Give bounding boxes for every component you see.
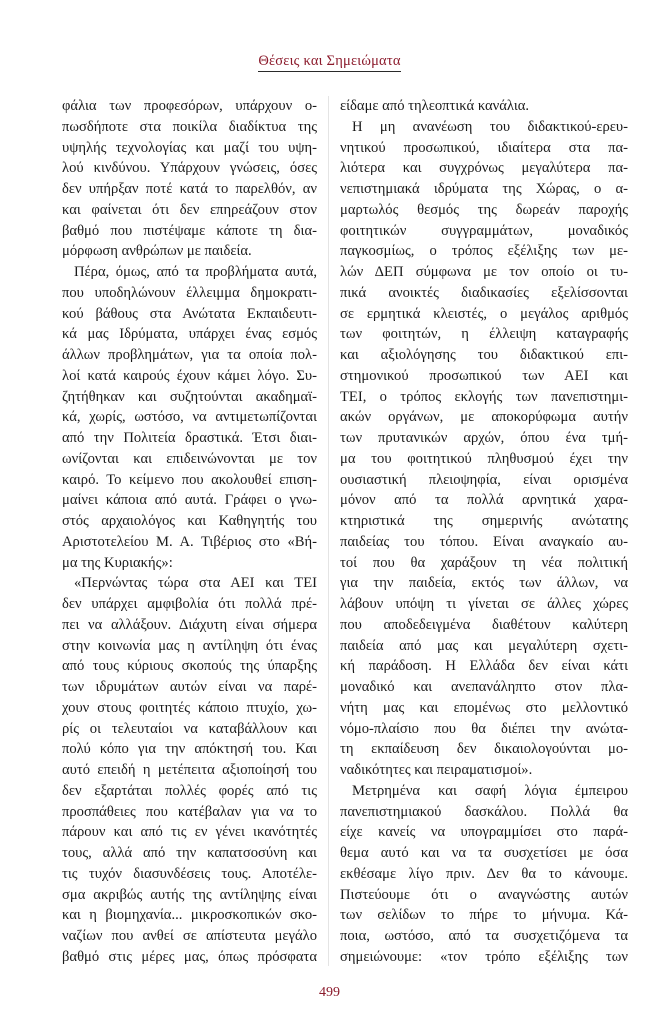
text-line: των φοιτητών, η έλλειψη καταγραφής <box>340 326 628 343</box>
text-line: Η μη ανανέωση του διδακτικού-ερευ- <box>352 118 628 135</box>
text-line: ακών οργάνων, με αποκορύφωμα αυτήν <box>340 409 628 426</box>
text-line: μαρτωλός θεσμός της δωρεάν παροχής <box>340 201 628 218</box>
text-line: ουσιαστική πλειοψηφία, είναι ορισμένα <box>340 471 628 488</box>
text-line: κή παράδοση. Η Ελλάδα δεν είναι κάτι <box>340 658 628 675</box>
text-line: μαίνει κάποια από αυτά. Γράφει ο γνω- <box>62 492 317 509</box>
text-line: Αριστοτελείου Μ. Α. Τιβέριος στο «Βή- <box>62 533 317 550</box>
left-text-column <box>62 96 317 968</box>
text-line: κά, χωρίς, ωστόσο, να αντιμετωπίζονται <box>62 409 317 426</box>
text-line: νήτη μας και επομένως στο μελλοντικό <box>340 699 628 716</box>
text-line: και αξιολόγησης του διδακτικού επι- <box>340 347 628 363</box>
text-line: παγκοσμίως, ο τρόπος εξέλιξης των με- <box>340 243 628 260</box>
column-divider <box>328 96 329 966</box>
text-line: ρίς οι τελευταίοι να καταβάλλουν και <box>62 720 317 737</box>
text-line: τις τυχόν διασυνδέσεις τους. Αποτέλε- <box>62 865 317 882</box>
text-line: μα της Κυριακής»: <box>62 554 173 571</box>
text-line: τοί που θα χαράξουν τη νέα πολιτική <box>340 554 628 571</box>
text-line: των σελίδων το πήρε το μήνυμα. Κά- <box>340 907 628 924</box>
text-line: πανεπιστημιακού δασκάλου. Πολλά θα <box>340 803 628 820</box>
text-line: στημονικού προσωπικού των ΑΕΙ και <box>340 367 628 384</box>
text-line: κά μας Ιδρύματα, υπάρχει ένας εσμός <box>62 326 317 343</box>
text-line: εκθέσαμε λίγο πριν. Δεν θα το κάνουμε. <box>340 865 628 882</box>
text-line: παιδεία από μας και μεγαλύτερη σχετι- <box>340 637 628 654</box>
text-line: τη εκπαίδευση δεν δικαιολογούνται μο- <box>340 741 628 758</box>
text-line: λοί κατά καιρούς έχουν κάμει λόγο. Συ- <box>62 367 317 384</box>
text-line: από τους κύριους σκοπούς της ύπαρξης <box>62 658 317 675</box>
text-line: βαθμό στις μέρες μας, όπως πρόσφατα <box>62 948 317 965</box>
text-line: που αποδεδειγμένα διαθέτουν καλύτερη <box>340 616 628 633</box>
text-line: πάρουν και από τις εν γένει ικανότητές <box>62 824 317 841</box>
text-line: ΤΕΙ, ο τρόπος εκλογής των πανεπιστημι- <box>340 388 628 405</box>
text-line: στός αρχαιολόγος και Καθηγητής του <box>62 513 317 529</box>
text-line: είχε κανείς να υπογραμμίσει στο παρά- <box>340 824 628 841</box>
section-title: Θέσεις και Σημειώματα <box>258 53 400 72</box>
text-line: προσπάθειες που κατέβαλαν για να το <box>62 803 317 820</box>
text-line: λών ΔΕΠ σύμφωνα με τον οποίο οι τυ- <box>340 264 628 280</box>
text-line: και φαίνεται ότι δεν επηρεάζουν στον <box>62 201 317 218</box>
text-line: φοιτητικών συγγραμμάτων, μοναδικός <box>340 222 628 239</box>
text-line: δεν υπήρξαν ποτέ κατά το παρελθόν, αν <box>62 181 317 197</box>
text-line: κτηριστικά της σημερινής ανώτατης <box>340 513 628 529</box>
text-line: για την παιδεία, εκτός των άλλων, να <box>340 575 628 592</box>
text-line: στην κοινωνία μας η αντίληψη ότι ένας <box>62 637 317 654</box>
text-line: άλλων προβλημάτων, για τα οποία πολ- <box>62 347 317 363</box>
text-line: Μετρημένα και σαφή λόγια έμπειρου <box>352 782 628 799</box>
text-line: είδαμε από τηλεοπτικά κανάλια. <box>340 98 530 114</box>
text-line: Πιστεύουμε ότι ο αναγνώστης αυτών <box>340 886 628 903</box>
text-line: τους, αλλά από την καπατσοσύνη και <box>62 845 317 861</box>
text-line: νητικού προσωπικού, ιδιαίτερα στα πα- <box>340 139 628 156</box>
text-line: λιότερα και συγχρόνως μεγαλύτερα πα- <box>340 160 628 177</box>
running-header <box>0 52 659 72</box>
text-line: πολύ κόπο για την απόκτησή του. Και <box>62 741 317 758</box>
right-text-column <box>340 96 628 968</box>
text-line: νεπιστημιακά ιδρύματα της Χώρας, ο α- <box>340 181 628 197</box>
text-line: μα του φοιτητικού πληθυσμού έχει την <box>340 450 628 467</box>
text-line: δεν υπάρχει αμφιβολία ότι πολλά πρέ- <box>62 596 317 612</box>
text-line: αυτό επειδή η μετέπειτα αξιοποίησή του <box>62 762 317 778</box>
text-line: λού κινδύνου. Υπάρχουν γνώσεις, όσες <box>62 160 317 177</box>
text-line: βαθμό που πιστέψαμε κάποτε τη δια- <box>62 222 317 239</box>
text-line: από την Πολιτεία δραστικά. Έτσι διαι- <box>62 430 317 446</box>
text-line: ωνίζονται και επιδεινώνονται με τον <box>62 450 317 467</box>
text-line: ναδικότητες και πειραματισμοί». <box>340 762 533 778</box>
text-line: και η βιομηχανία... μικροσκοπικών σκο- <box>62 907 317 924</box>
text-line: ναζίων που ανθεί σε απίστευτα μεγάλο <box>62 928 317 944</box>
text-line: υψηλής τεχνολογίας και μαζί του υψη- <box>62 139 317 156</box>
text-line: φάλια των προφεσόρων, υπάρχουν ο- <box>62 98 317 114</box>
text-line: πει να αλλάξουν. Διάχυτη είναι σήμερα <box>62 616 317 633</box>
text-line: χουν στους φοιτητές κάποιο πτυχίο, χω- <box>62 699 317 716</box>
text-line: Πέρα, όμως, από τα προβλήματα αυτά, <box>74 264 317 280</box>
text-line: μοναδικό και ανεπανάληπτο στον πλα- <box>340 679 628 695</box>
text-line: των ιδρυμάτων αυτών είναι να παρέ- <box>62 679 317 695</box>
text-line: των πρυτανικών αρχών, όπου ένα τμή- <box>340 430 628 446</box>
text-line: πωσδήποτε στα ποικίλα διαδίκτυα της <box>62 118 317 135</box>
text-line: σε ερμητικά κλειστές, ο μεγάλος αριθμός <box>340 305 628 322</box>
text-line: καιρό. Το κείμενο που ακολουθεί επιση- <box>62 471 317 488</box>
text-line: σμα ακριβώς αυτής της αντίληψης είναι <box>62 886 317 903</box>
text-line: νόμο-πλαίσιο που θα διέπει την ανώτα- <box>340 720 628 737</box>
text-line: σημειώνουμε: «τον τρόπο εξέλιξης των <box>340 948 628 965</box>
text-line: λάβουν υπόψη τι γίνεται σε άλλες χώρες <box>340 596 628 612</box>
text-line: που υποδηλώνουν έλλειμμα δημοκρατι- <box>62 284 317 301</box>
text-line: «Περνώντας τώρα στα ΑΕΙ και ΤΕΙ <box>74 575 317 592</box>
text-line: κού βάθους στα Ανώτατα Εκπαιδευτι- <box>62 305 317 322</box>
text-line: ζητήθηκαν και συζητούνται ακαδημαϊ- <box>62 388 317 405</box>
text-line: παιδείας του τόπου. Είναι αναγκαίο αυ- <box>340 533 628 550</box>
text-line: ποια, ωστόσο, από τα συσχετιζόμενα τα <box>340 928 628 944</box>
text-line: μόνον από τα πολλά αρνητικά χαρα- <box>340 492 628 509</box>
text-line: μόρφωση ανθρώπων με παιδεία. <box>62 243 252 260</box>
text-line: πικά ανοικτές διαδικασίες εξελίσσονται <box>340 284 628 301</box>
text-line: δεν εξαρτάται πολλές φορές από τις <box>62 782 317 799</box>
text-line: θεμα αυτό και να τα συσχετίσει με όσα <box>340 845 628 861</box>
page-number: 499 <box>319 985 340 1000</box>
